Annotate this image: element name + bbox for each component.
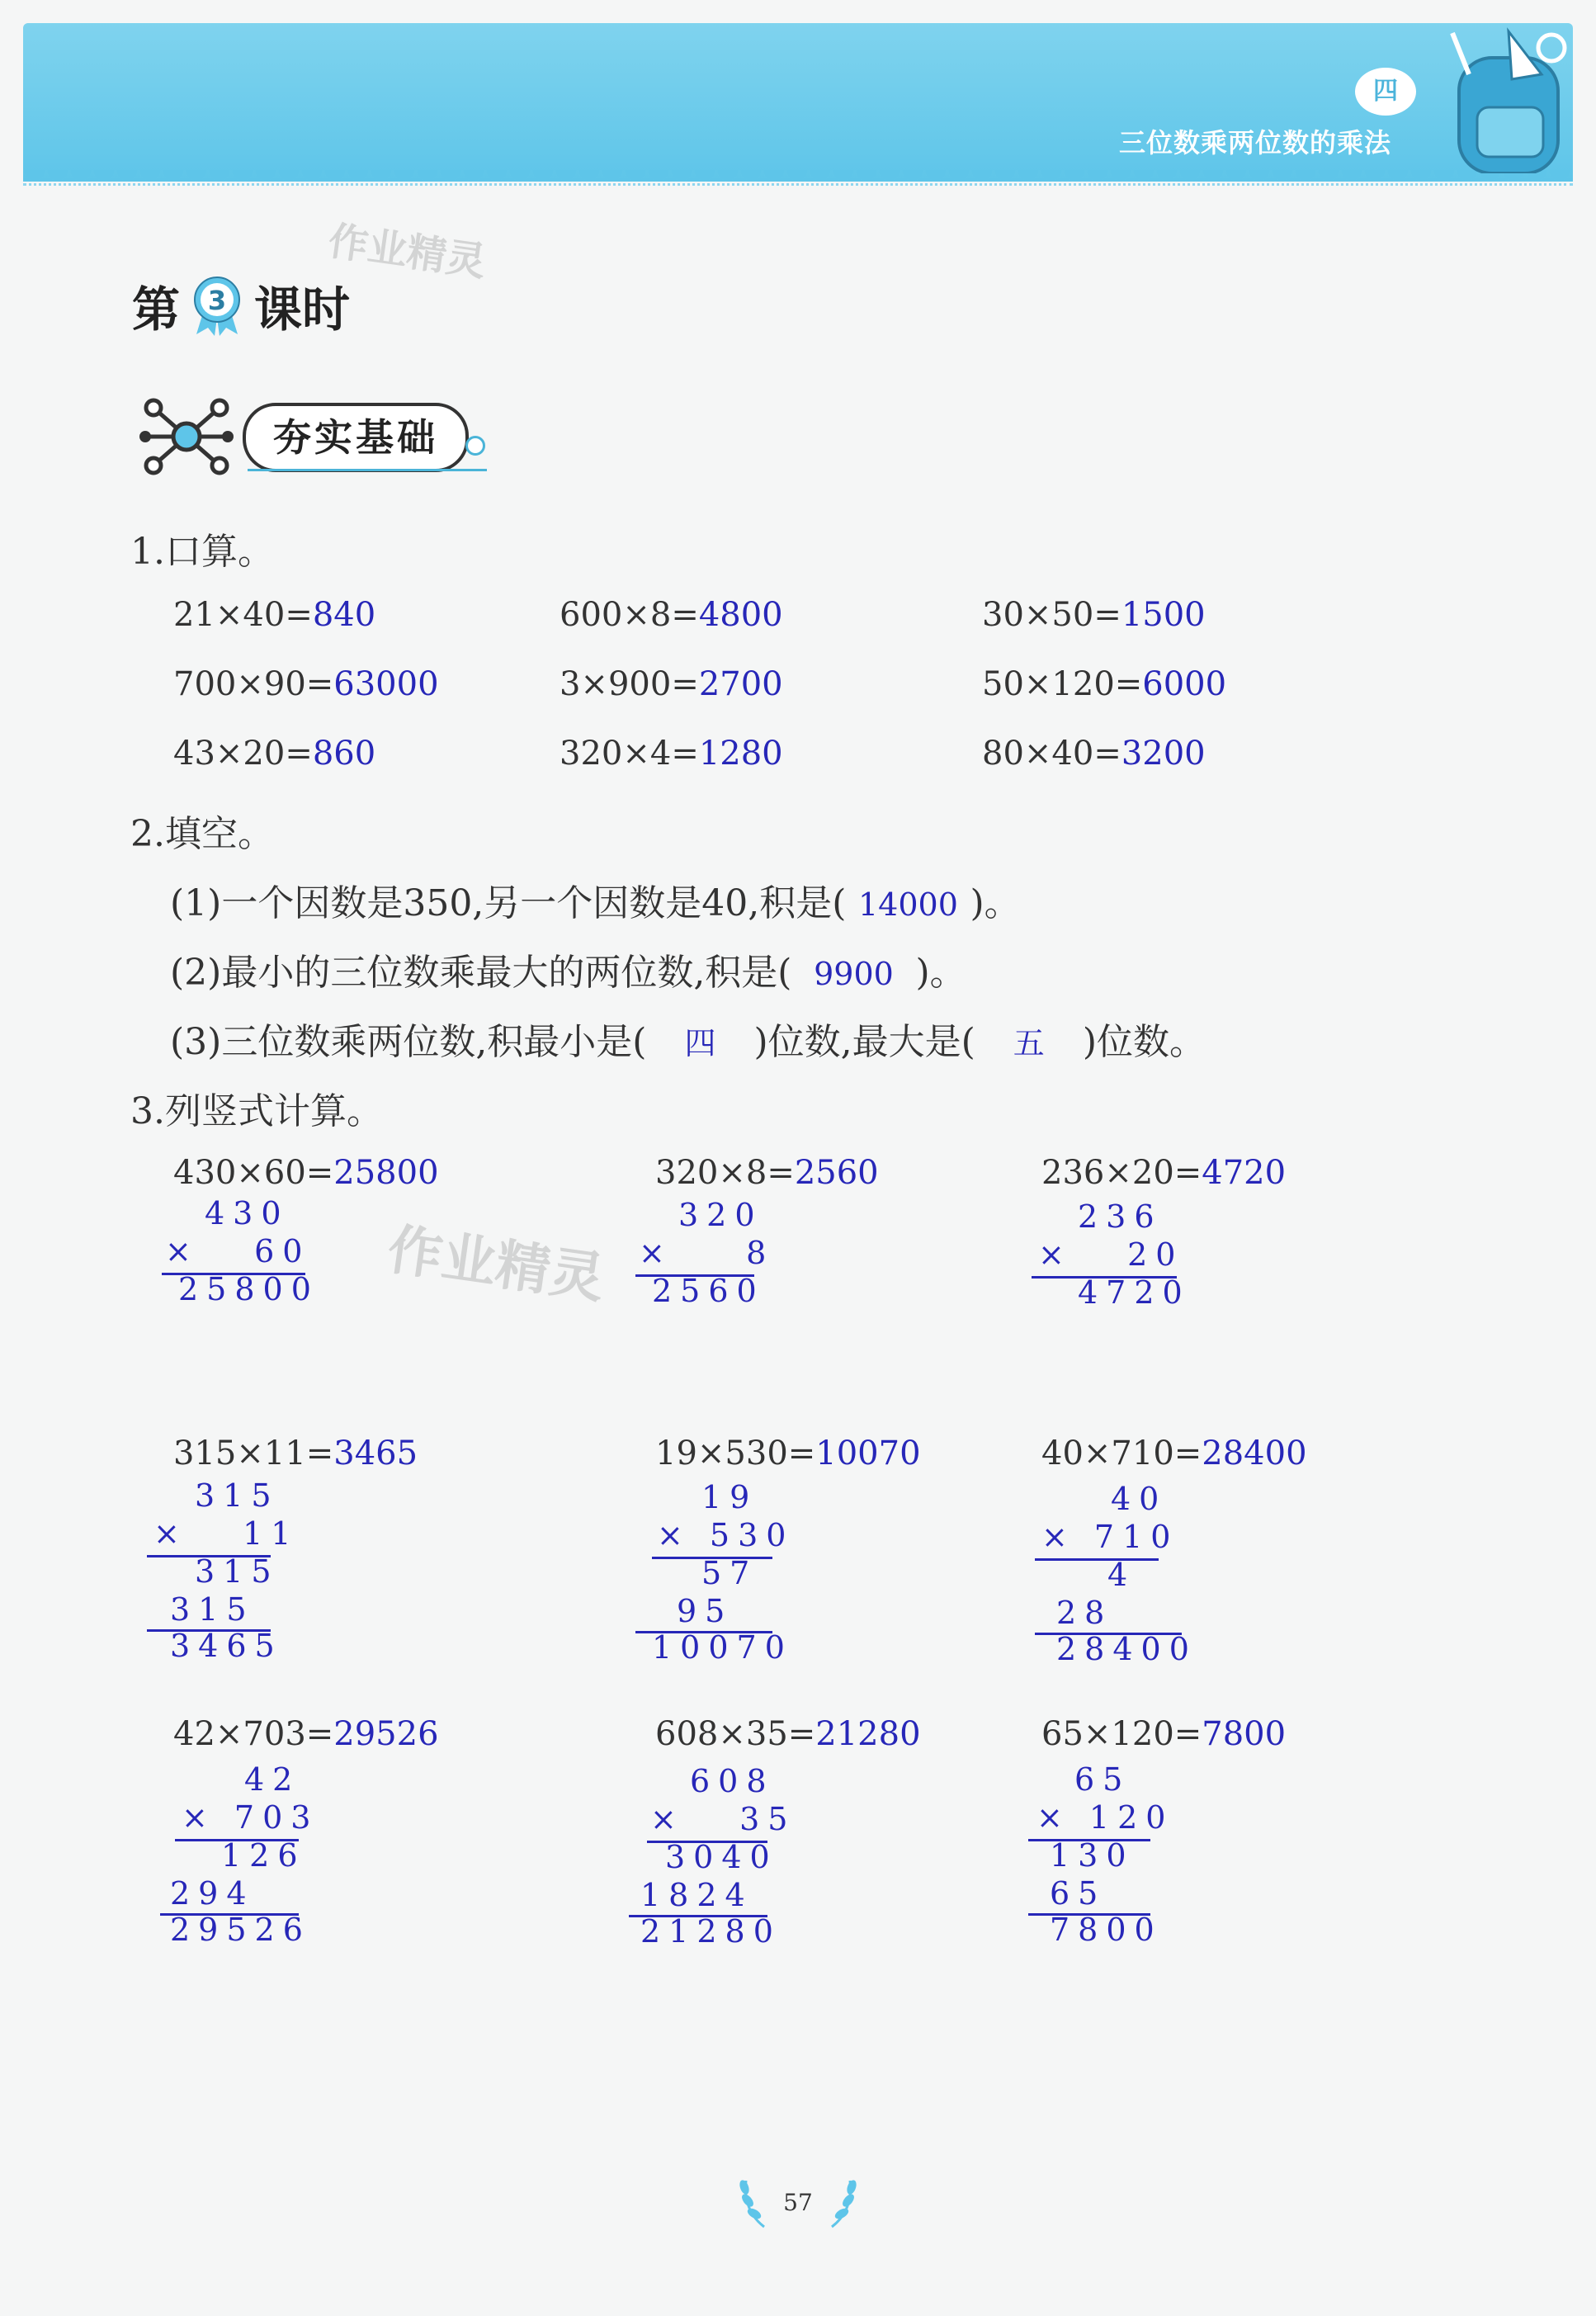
- vertical-calc-rule: [1035, 1558, 1159, 1561]
- header-dotted-line: [23, 183, 1573, 186]
- oral-calc-item: 80×40=3200: [982, 735, 1206, 773]
- vertical-calc-line: × 11: [153, 1515, 300, 1552]
- section-dot: [465, 436, 485, 456]
- oral-calc-item: 320×4=1280: [560, 735, 783, 773]
- vertical-calc-line: 320: [678, 1197, 763, 1233]
- vertical-calc-expression: 40×710=28400: [1041, 1435, 1307, 1472]
- vertical-calc-line: 294: [170, 1875, 255, 1912]
- vertical-calc-line: 608: [690, 1763, 775, 1799]
- lesson-prefix: 第: [132, 281, 181, 338]
- page-number: 57: [783, 2189, 813, 2216]
- vertical-calc-line: × 530: [657, 1517, 795, 1553]
- fill-blank-item: (2)最小的三位数乘最大的两位数,积是( 9900 )。: [170, 952, 966, 994]
- vertical-calc-line: 126: [221, 1837, 306, 1874]
- vertical-calc-line: × 8: [639, 1235, 775, 1271]
- vertical-calc-line: 65: [1050, 1875, 1107, 1912]
- vertical-calc-expression: 430×60=25800: [173, 1154, 439, 1192]
- section-underline: [248, 469, 487, 471]
- vertical-calc-line: × 710: [1041, 1519, 1179, 1555]
- vertical-calc-line: × 20: [1038, 1236, 1184, 1273]
- vertical-calc-line: 42: [244, 1761, 301, 1798]
- q1-heading: 1.口算。: [130, 531, 274, 573]
- vertical-calc-expression: 65×120=7800: [1041, 1715, 1287, 1753]
- watermark: 作业精灵: [325, 217, 489, 286]
- vertical-calc-line: 7800: [1050, 1912, 1163, 1948]
- q2-heading: 2.填空。: [130, 813, 274, 855]
- watermark: 作业精灵: [384, 1217, 609, 1311]
- vertical-calc-line: 3040: [665, 1839, 778, 1875]
- fill-blank-item: (3)三位数乘两位数,积最小是( 四 )位数,最大是( 五 )位数。: [170, 1012, 1206, 1065]
- lesson-number-medal-icon: [187, 275, 248, 336]
- oral-calc-item: 700×90=63000: [173, 665, 439, 703]
- oral-calc-item: 3×900=2700: [560, 665, 783, 703]
- vertical-calc-expression: 42×703=29526: [173, 1715, 439, 1753]
- vertical-calc-expression: 19×530=10070: [655, 1435, 921, 1472]
- vertical-calc-expression: 320×8=2560: [655, 1154, 879, 1192]
- vertical-calc-line: 40: [1111, 1481, 1168, 1517]
- vertical-calc-line: 21280: [640, 1913, 781, 1950]
- chapter-badge: 四: [1355, 68, 1416, 116]
- fill-answer: 9900: [814, 956, 894, 992]
- vertical-calc-line: 4720: [1078, 1274, 1191, 1311]
- vertical-calc-line: 57: [701, 1555, 758, 1591]
- oral-calc-item: 43×20=860: [173, 735, 376, 773]
- vertical-calc-expression: 315×11=3465: [173, 1435, 418, 1472]
- oral-calc-item: 21×40=840: [173, 596, 376, 634]
- vertical-calc-line: × 60: [165, 1233, 311, 1269]
- vertical-calc-line: 236: [1078, 1198, 1163, 1235]
- vertical-calc-line: 25800: [178, 1271, 319, 1307]
- network-icon: [137, 391, 236, 482]
- backpack-icon: [1436, 25, 1576, 173]
- vertical-calc-line: 315: [195, 1477, 280, 1514]
- vertical-calc-line: 10070: [652, 1629, 793, 1666]
- vertical-calc-expression: 236×20=4720: [1041, 1154, 1287, 1192]
- vertical-calc-line: 28400: [1056, 1631, 1197, 1667]
- vertical-calc-line: 430: [205, 1195, 290, 1231]
- fill-answer: 14000: [857, 886, 958, 923]
- vertical-calc-line: × 120: [1036, 1799, 1174, 1836]
- vertical-calc-line: 4: [1107, 1557, 1136, 1593]
- section-label: 夯实基础: [243, 403, 469, 472]
- fill-answer: 五: [1013, 1025, 1045, 1061]
- vertical-calc-line: 95: [677, 1593, 734, 1629]
- vertical-calc-expression: 608×35=21280: [655, 1715, 921, 1753]
- vertical-calc-line: 65: [1074, 1761, 1131, 1798]
- header-scallop-border: [23, 170, 1573, 193]
- vertical-calc-line: 29526: [170, 1912, 311, 1948]
- oral-calc-item: 50×120=6000: [982, 665, 1227, 703]
- fill-answer: 四: [684, 1025, 716, 1061]
- vertical-calc-line: × 703: [182, 1799, 319, 1836]
- vertical-calc-line: × 35: [650, 1801, 796, 1837]
- chapter-title: 三位数乘两位数的乘法: [1119, 127, 1392, 158]
- vertical-calc-line: 315: [195, 1553, 280, 1590]
- oral-calc-item: 30×50=1500: [982, 596, 1206, 634]
- vertical-calc-line: 130: [1050, 1837, 1135, 1874]
- lesson-suffix: 课时: [254, 281, 351, 338]
- q3-heading: 3.列竖式计算。: [130, 1090, 383, 1132]
- oral-calc-item: 600×8=4800: [560, 596, 783, 634]
- fill-blank-item: (1)一个因数是350,另一个因数是40,积是( 14000 )。: [170, 882, 1021, 924]
- lesson-number: 3: [207, 285, 227, 316]
- vertical-calc-line: 315: [170, 1591, 255, 1628]
- lesson-title: [132, 271, 350, 340]
- vertical-calc-line: 1824: [640, 1877, 753, 1913]
- vertical-calc-line: 2560: [652, 1273, 765, 1309]
- vertical-calc-line: 28: [1056, 1595, 1113, 1631]
- vertical-calc-line: 19: [701, 1479, 758, 1515]
- vertical-calc-line: 3465: [170, 1628, 283, 1664]
